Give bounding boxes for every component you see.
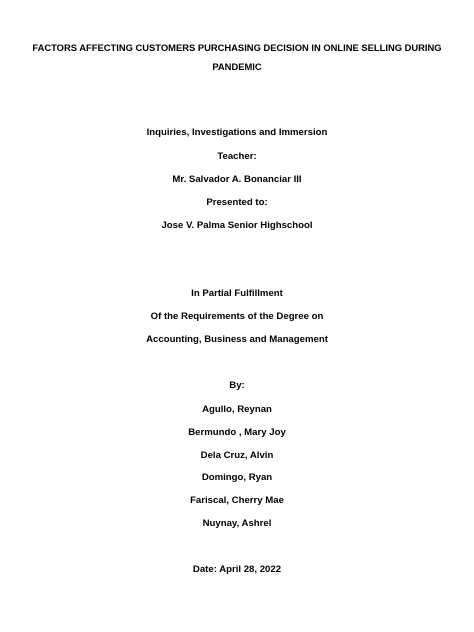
- fulfillment-line-3: Accounting, Business and Management: [146, 334, 328, 345]
- school-name: Jose V. Palma Senior Highschool: [161, 220, 313, 231]
- teacher-name: Mr. Salvador A. Bonanciar III: [172, 174, 302, 185]
- title-line-1: FACTORS AFFECTING CUSTOMERS PURCHASING DECISION IN ONLINE SELLING DURING: [32, 42, 442, 53]
- title-line-2: PANDEMIC: [212, 61, 262, 72]
- fulfillment-line-1: In Partial Fulfillment: [191, 288, 283, 299]
- teacher-label: Teacher:: [217, 151, 257, 162]
- subject: Inquiries, Investigations and Immersion: [146, 127, 328, 138]
- fulfillment-line-2: Of the Requirements of the Degree on: [150, 311, 324, 322]
- author-name: Nuynay, Ashrel: [202, 518, 272, 529]
- date: Date: April 28, 2022: [192, 564, 282, 575]
- author-name: Agullo, Reynan: [202, 404, 272, 415]
- author-name: Dela Cruz, Alvin: [200, 450, 274, 461]
- author-name: Domingo, Ryan: [201, 472, 273, 483]
- author-name: Fariscal, Cherry Mae: [190, 495, 284, 506]
- presented-label: Presented to:: [206, 197, 268, 208]
- by-label: By:: [229, 380, 245, 391]
- author-name: Bermundo , Mary Joy: [188, 427, 286, 438]
